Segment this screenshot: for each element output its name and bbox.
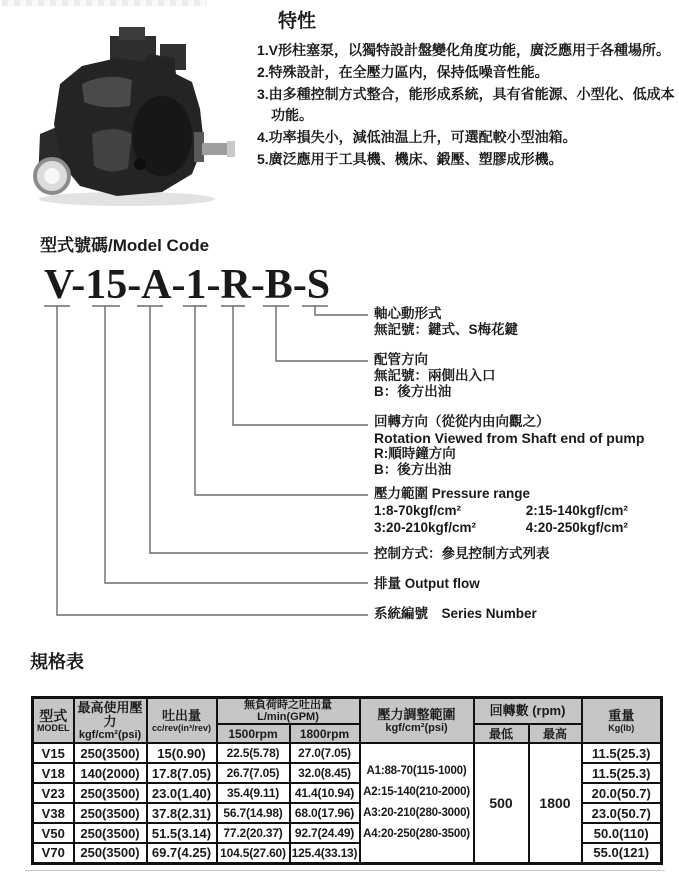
page-bottom-rule — [25, 870, 665, 871]
header-label: 壓力調整範圍 — [377, 706, 456, 722]
cell-max-pressure: 250(3500) — [74, 803, 147, 823]
cell-displacement: 17.8(7.05) — [147, 763, 217, 783]
pump-photo — [22, 14, 237, 209]
annotation-line: B：後方出油 — [374, 384, 452, 399]
cell-flow-1800: 92.7(24.49) — [290, 823, 360, 843]
col-header-1800rpm: 1800rpm — [290, 724, 360, 743]
cell-model: V18 — [33, 763, 74, 783]
feature-item: 3.由多種控制方式整合，能形成系統，具有省能源、小型化、低成本功能。 — [257, 85, 675, 124]
cell-max-pressure: 250(3500) — [74, 783, 147, 803]
cell-flow-1500: 22.5(5.78) — [217, 743, 290, 763]
annotation-line: B：後方出油 — [374, 462, 452, 477]
col-header-no-load-flow: 無負荷時之吐出量L/min(GPM) — [217, 698, 360, 725]
table-row-v15 — [33, 743, 662, 763]
header-label: 吐出量 — [161, 707, 201, 723]
cell-max-pressure: 250(3500) — [74, 843, 147, 863]
cell-flow-1800: 27.0(7.05) — [290, 743, 360, 763]
features-title: 特性 — [278, 11, 317, 32]
cell-weight: 11.5(25.3) — [582, 743, 662, 763]
pressure-range-value: 2:15-140kgf/cm² — [525, 503, 628, 518]
cell-weight: 11.5(25.3) — [582, 763, 662, 783]
annotation-line: R:順時鐘方向 — [374, 446, 456, 461]
feature-item: 2.特殊設計，在全壓力區内，保持低噪音性能。 — [257, 63, 549, 80]
header-label: 型式 — [39, 707, 68, 724]
cell-flow-1800: 125.4(33.13) — [290, 843, 360, 863]
header-label: 重量 — [608, 707, 635, 723]
adjust-range-line: A4:20-250(280-3500) — [363, 827, 470, 840]
annotation-line: 排量 Output flow — [374, 576, 480, 591]
model-code-text: V-15-A-1-R-B-S — [44, 262, 331, 308]
annotation-piping-direction — [374, 352, 496, 400]
annotation-output-flow — [374, 576, 480, 592]
annotation-series-number — [374, 606, 537, 622]
cell-flow-1500: 56.7(14.98) — [217, 803, 290, 823]
col-header-max-pressure — [74, 698, 147, 744]
col-header-max-rpm: 最高 — [529, 724, 582, 743]
header-sublabel: Kg(lb) — [608, 722, 635, 733]
annotation-line: 壓力範圍 Pressure range — [374, 486, 531, 501]
pressure-range-value: 4:20-250kgf/cm² — [525, 520, 628, 535]
cell-displacement: 51.5(3.14) — [147, 823, 217, 843]
annotation-line: 軸心動形式 — [374, 306, 442, 321]
feature-item: 4.功率損失小，減低油温上升，可選配較小型油箱。 — [257, 129, 577, 146]
annotation-line: 控制方式：參見控制方式列表 — [374, 546, 550, 561]
cell-model: V15 — [33, 743, 74, 763]
cell-weight: 23.0(50.7) — [582, 803, 662, 823]
cell-displacement: 23.0(1.40) — [147, 783, 217, 803]
header-label: 最高使用壓力 — [77, 699, 143, 729]
cell-model: V23 — [33, 783, 74, 803]
adjust-range-line: A2:15-140(210-2000) — [363, 785, 470, 798]
header-sublabel: kgf/cm²(psi) — [385, 721, 448, 734]
annotation-line: Rotation Viewed from Shaft end of pump — [374, 430, 645, 446]
col-header-1500rpm: 1500rpm — [217, 724, 290, 743]
annotation-shaft-type — [374, 306, 518, 338]
feature-item: 5.廣泛應用于工具機、機床、鍛壓、塑膠成形機。 — [257, 150, 563, 167]
col-header-rotation-speed: 回轉數 (rpm) — [474, 698, 582, 725]
cell-max-pressure: 140(2000) — [74, 763, 147, 783]
cell-max-pressure: 250(3500) — [74, 823, 147, 843]
annotation-line: 系統編號 Series Number — [374, 606, 537, 621]
col-header-min-rpm: 最低 — [474, 724, 529, 743]
model-code-section-title: 型式號碼/Model Code — [40, 236, 210, 255]
col-header-displacement — [147, 698, 217, 744]
cell-displacement: 15(0.90) — [147, 743, 217, 763]
header-sublabel: kgf/cm²(psi) — [78, 728, 142, 741]
spec-table-title: 規格表 — [30, 652, 84, 672]
col-header-weight — [582, 698, 662, 744]
cell-flow-1500: 77.2(20.37) — [217, 823, 290, 843]
header-sublabel: cc/rev(in³/rev) — [151, 722, 212, 733]
cell-flow-1500: 35.4(9.11) — [217, 783, 290, 803]
header-sublabel: MODEL — [37, 722, 70, 733]
cell-flow-1800: 41.4(10.94) — [290, 783, 360, 803]
annotation-line: 無記號：兩側出入口 — [374, 368, 496, 383]
page-edge-artifact — [2, 0, 207, 6]
annotation-pressure-range — [374, 486, 628, 536]
cell-max-pressure: 250(3500) — [74, 743, 147, 763]
pressure-range-value: 1:8-70kgf/cm² — [374, 503, 462, 518]
feature-item: 1.V形柱塞泵，以獨特設計盤變化角度功能，廣泛應用于各種場所。 — [257, 42, 671, 58]
cell-rpm-max: 1800 — [529, 743, 582, 863]
cell-weight: 55.0(121) — [582, 843, 662, 863]
cell-adjust-range — [360, 743, 474, 863]
annotation-rotation-direction — [374, 414, 644, 478]
spec-table — [31, 696, 663, 865]
col-header-adjust-range — [360, 698, 474, 744]
cell-flow-1800: 68.0(17.96) — [290, 803, 360, 823]
cell-flow-1500: 26.7(7.05) — [217, 763, 290, 783]
features-list — [257, 40, 679, 171]
cell-weight: 50.0(110) — [582, 823, 662, 843]
cell-rpm-min: 500 — [474, 743, 529, 863]
col-header-model — [33, 698, 74, 744]
annotation-line: 配管方向 — [374, 352, 428, 367]
cell-model: V70 — [33, 843, 74, 863]
adjust-range-line: A3:20-210(280-3000) — [363, 806, 470, 819]
annotation-line: 回轉方向（從從内由向觀之） — [374, 414, 550, 429]
cell-weight: 20.0(50.7) — [582, 783, 662, 803]
cell-model: V38 — [33, 803, 74, 823]
pressure-range-row — [374, 519, 628, 536]
pressure-range-value: 3:20-210kgf/cm² — [374, 520, 477, 535]
annotation-control-type — [374, 546, 550, 562]
annotation-line: 無記號：鍵式、S梅花鍵 — [374, 322, 519, 337]
cell-displacement: 69.7(4.25) — [147, 843, 217, 863]
cell-flow-1800: 32.0(8.45) — [290, 763, 360, 783]
cell-flow-1500: 104.5(27.60) — [217, 843, 290, 863]
adjust-range-line: A1:88-70(115-1000) — [366, 764, 467, 777]
cell-displacement: 37.8(2.31) — [147, 803, 217, 823]
pressure-range-row — [374, 502, 628, 519]
cell-model: V50 — [33, 823, 74, 843]
